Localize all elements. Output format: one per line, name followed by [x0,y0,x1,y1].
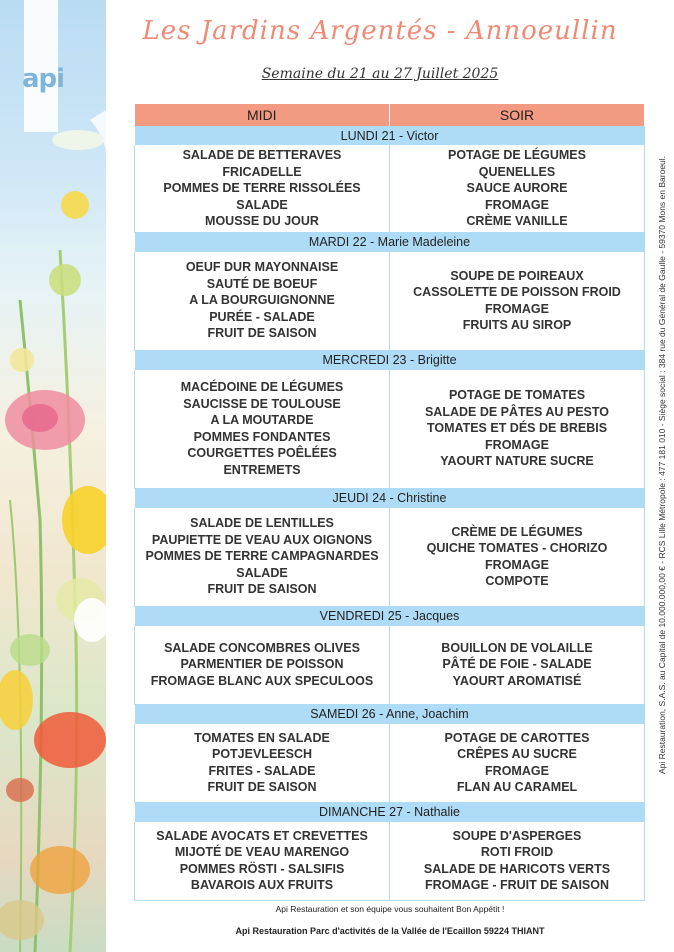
api-logo: api [22,64,65,94]
dish-item: OEUF DUR MAYONNAISE [185,260,339,275]
dish-item: SAUTÉ DE BOEUF [206,276,318,291]
dish-item: FRUITS AU SIROP [462,318,572,332]
dish-item: SALADE DE BETTERAVES [182,148,342,162]
menu-body [135,126,645,900]
dish-item: POTAGE DE CAROTTES [444,730,590,745]
dish-item: FRICADELLE [222,164,302,179]
dish-item: CASSOLETTE DE POISSON FROID [413,285,621,299]
meal-row [135,822,645,901]
day-row [135,802,645,822]
soir-menu-cell [390,508,645,607]
day-row [135,232,645,252]
dish-item: ROTI FROID [480,845,554,859]
dish-item: QUICHE TOMATES - CHORIZO [426,541,608,555]
day-row [135,704,645,724]
dish-item: MOUSSE DU JOUR [205,214,319,228]
dish-item: MIJOTÉ DE VEAU MARENGO [174,845,350,859]
dish-item: PARMENTIER DE POISSON [180,657,344,672]
dish-item: FROMAGE [485,197,549,212]
dish-item: PURÉE - SALADE [209,309,315,324]
dish-item: SALADE DE HARICOTS VERTS [423,861,611,876]
dish-item: QUENELLES [478,164,556,179]
dish-item: A LA BOURGUIGNONNE [189,293,335,308]
dish-item: YAOURT AROMATISÉ [452,673,582,688]
legal-side-text [652,120,672,810]
dish-item: FLAN AU CARAMEL [456,780,578,794]
day-label: MERCREDI 23 - Brigitte [135,350,645,370]
dish-item: YAOURT NATURE SUCRE [440,454,594,469]
dish-item: TOMATES ET DÉS DE BREBIS [426,421,608,436]
meal-row [135,626,645,705]
dish-item: SALADE DE PÂTES AU PESTO [424,404,610,419]
dish-item: SALADE CONCOMBRES OLIVES [164,640,360,655]
flower-illustration [0,0,106,952]
dish-item: POTAGE DE LÉGUMES [448,148,586,162]
dish-item: POTJEVLEESCH [211,747,313,761]
soir-menu-cell [390,252,645,351]
dish-item: SOUPE D'ASPERGES [452,828,582,843]
day-row [135,126,645,145]
dish-item: CRÈME VANILLE [466,214,568,228]
weekly-menu-table [134,104,645,901]
midi-menu-cell [135,508,390,607]
day-label: JEUDI 24 - Christine [135,488,645,508]
dish-item: POMMES DE TERRE RISSOLÉES [163,181,361,195]
footer-address: Api Restauration Parc d'activités de la Vallée de l'Ecaillon 59224 THIANT [235,926,545,936]
dish-item: FROMAGE [485,301,549,316]
dish-item: CRÊPES AU SUCRE [457,747,577,761]
day-label: MARDI 22 - Marie Madeleine [135,232,645,252]
midi-menu-cell [135,370,390,489]
day-row [135,488,645,508]
dish-item: FROMAGE [485,557,549,572]
day-label: VENDREDI 25 - Jacques [135,606,645,626]
dish-item: FRITES - SALADE [208,763,316,778]
soir-menu-cell [390,626,645,705]
midi-menu-cell [135,626,390,705]
dish-item: MACÉDOINE DE LÉGUMES [180,380,344,394]
soir-menu-cell [390,724,645,803]
dish-item: SAUCE AURORE [466,181,568,195]
midi-menu-cell [135,822,390,901]
midi-menu-cell [135,145,390,232]
midi-menu-cell [135,724,390,803]
day-row [135,350,645,370]
footer-wish: Api Restauration et son équipe vous souhaitent Bon Appétit ! [275,904,505,914]
soir-menu-cell [390,822,645,901]
week-subtitle: Semaine du 21 au 27 Juillet 2025 [261,66,499,82]
dish-item: SALADE AVOCATS ET CREVETTES [156,828,368,843]
meal-row [135,724,645,803]
dish-item: FROMAGE - FRUIT DE SAISON [424,878,610,892]
dish-item: SALADE [236,197,288,212]
dish-item: BOUILLON DE VOLAILLE [441,640,593,655]
dish-item: POMMES FONDANTES [193,429,331,444]
column-header-row [135,104,645,126]
column-header-midi: MIDI [135,104,390,126]
legal-text: Api Restauration, S.A.S. au Capital de 10.000.000,00 € - RCS Lille Métropole : 477 181 010 - Siège social : 384 rue du Général de Gaulle - 59370 Mons en Baroeul. [657,155,667,775]
dish-item: SAUCISSE DE TOULOUSE [183,396,341,411]
midi-menu-cell [135,252,390,351]
dish-item: POMMES DE TERRE CAMPAGNARDES [145,549,379,564]
dish-item: COURGETTES POÊLÉES [187,446,337,460]
dish-item: A LA MOUTARDE [210,413,314,427]
dish-item: FRUIT DE SAISON [207,326,317,341]
day-label: DIMANCHE 27 - Nathalie [135,802,645,822]
dish-item: POTAGE DE TOMATES [448,388,586,403]
dish-item: BAVAROIS AUX FRUITS [190,878,334,892]
day-row [135,606,645,626]
soir-menu-cell [390,145,645,232]
column-header-soir: SOIR [390,104,645,126]
meal-row [135,145,645,232]
page-title: Les Jardins Argentés - Annoeullin [142,16,618,46]
day-label: LUNDI 21 - Victor [135,126,645,145]
dish-item: SALADE DE LENTILLES [190,516,334,531]
dish-item: ENTREMETS [223,462,301,477]
dish-item: COMPOTE [485,574,549,588]
soir-menu-cell [390,370,645,489]
dish-item: SOUPE DE POIREAUX [450,268,584,283]
dish-item: TOMATES EN SALADE [194,730,330,745]
day-label: SAMEDI 26 - Anne, Joachim [135,704,645,724]
dish-item: FROMAGE [485,437,549,452]
decorative-flower-strip [0,0,106,952]
dish-item: FROMAGE [485,763,549,778]
dish-item: PÂTÉ DE FOIE - SALADE [442,657,592,672]
dish-item: CRÈME DE LÉGUMES [451,524,583,539]
dish-item: FRUIT DE SAISON [207,582,317,597]
dish-item: FROMAGE BLANC AUX SPECULOOS [150,673,374,688]
meal-row [135,370,645,489]
meal-row [135,508,645,607]
dish-item: FRUIT DE SAISON [207,780,317,794]
meal-row [135,252,645,351]
dish-item: SALADE [236,565,288,580]
dish-item: POMMES RÖSTI - SALSIFIS [179,861,345,876]
dish-item: PAUPIETTE DE VEAU AUX OIGNONS [151,532,373,547]
